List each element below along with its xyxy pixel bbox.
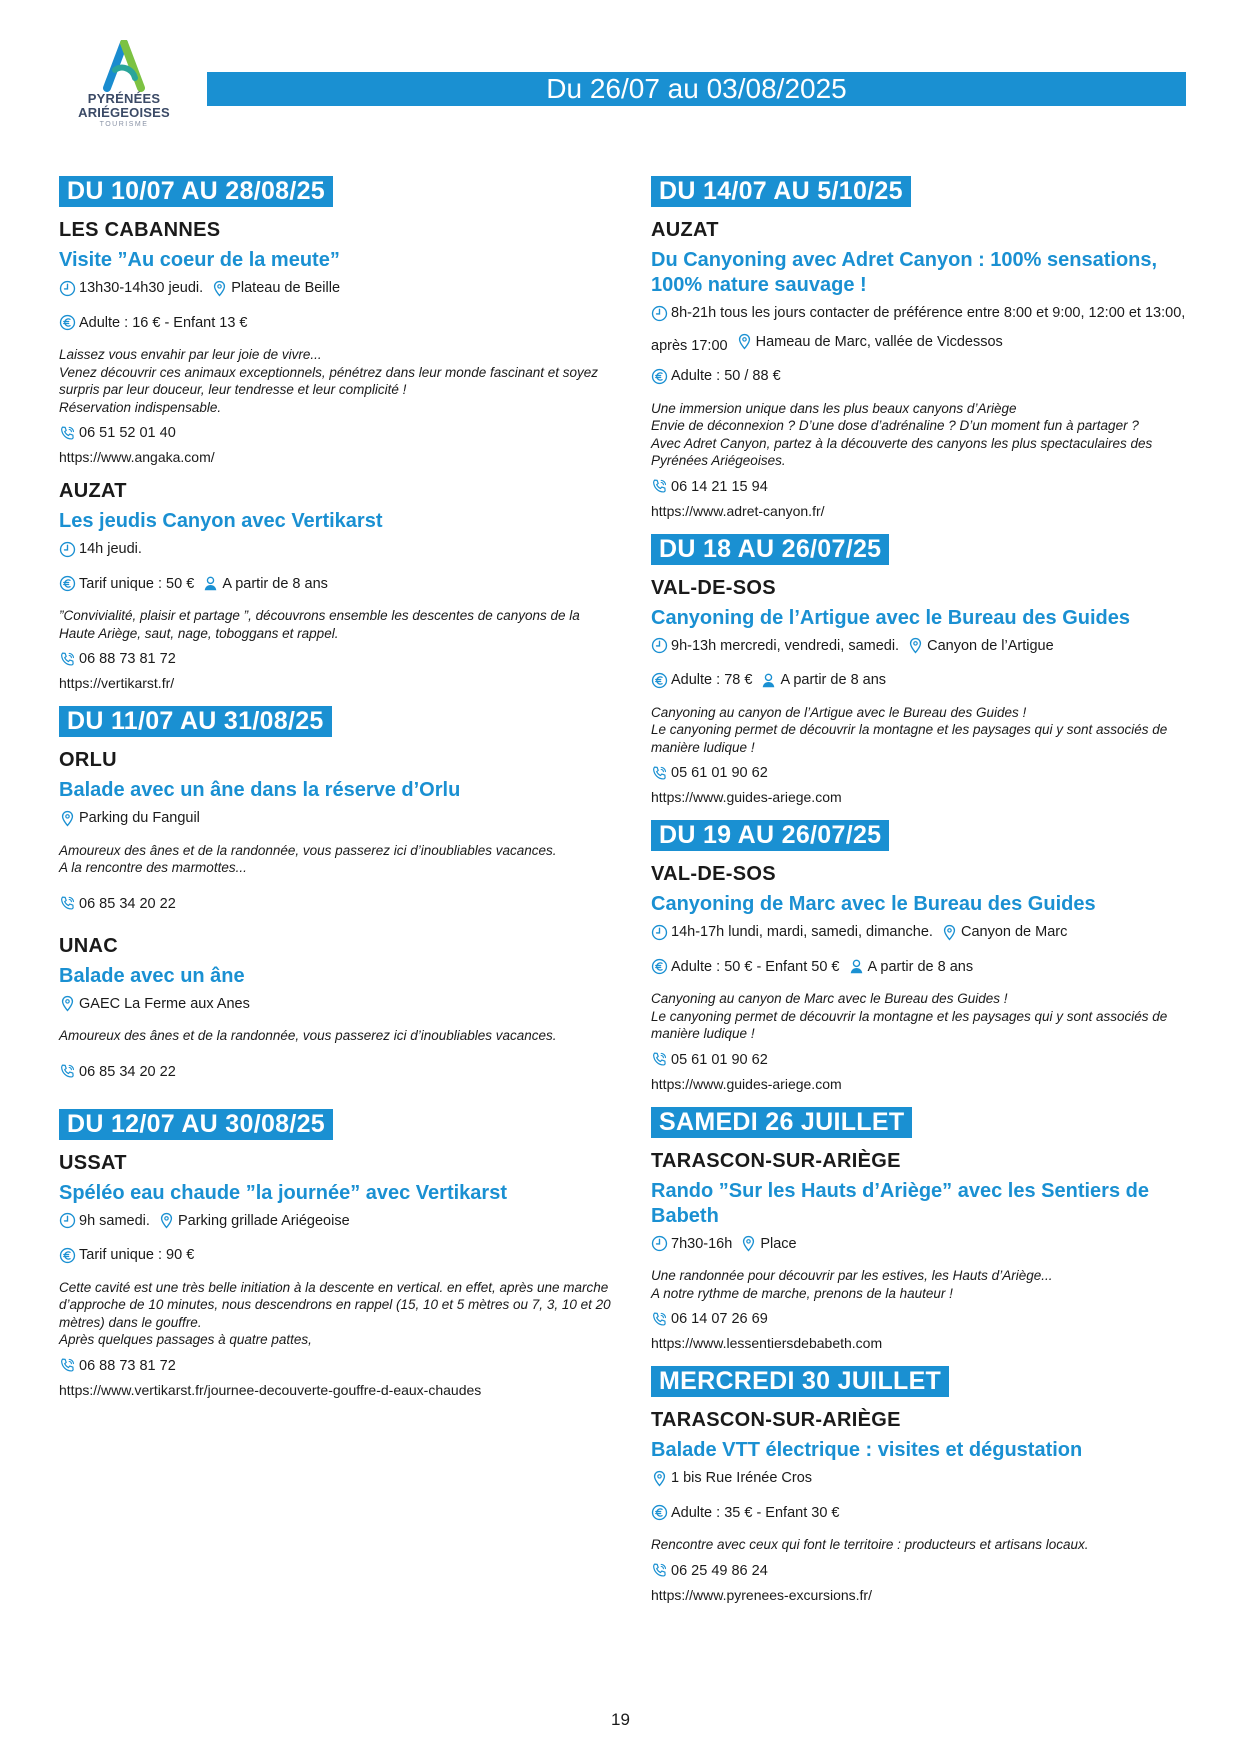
event-card	[59, 749, 619, 915]
euro-icon	[651, 368, 668, 385]
euro-icon	[59, 314, 76, 331]
event-card	[59, 935, 619, 1083]
event-title: Balade avec un âne	[59, 964, 245, 987]
brand-name-line1: PYRÉNÉES	[87, 91, 161, 106]
date-heading: DU 14/07 AU 5/10/25	[651, 176, 911, 207]
event-title: Spéléo eau chaude ”la journée” avec Vertikarst	[59, 1181, 507, 1204]
event-place: Canyon de l’Artigue	[927, 637, 1054, 654]
date-heading: DU 12/07 AU 30/08/25	[59, 1109, 333, 1140]
event-title: Balade avec un âne dans la réserve d’Orlu	[59, 779, 461, 801]
event-description: ”Convivialité, plaisir et partage ”, découvrons ensemble les descentes de canyons de la Haute Ariège, saut, nage, toboggans et rappel.	[59, 608, 580, 641]
event-location: VAL-DE-SOS	[651, 576, 776, 599]
right-column	[651, 176, 1211, 1618]
event-location: AUZAT	[59, 480, 127, 502]
event-url[interactable]: https://vertikarst.fr/	[59, 675, 175, 691]
event-card	[651, 1409, 1211, 1606]
event-description: Canyoning au canyon de l’Artigue avec le Bureau des Guides ! Le canyoning permet de découvrir la montagne et les paysages qui y sont associés de manière ludique !	[651, 704, 1168, 755]
phone-icon	[59, 1357, 76, 1374]
brand-tagline: TOURISME	[99, 121, 149, 128]
date-range-banner	[207, 72, 1186, 106]
clock-icon	[59, 1212, 76, 1229]
event-phone[interactable]: 06 25 49 86 24	[671, 1562, 768, 1579]
event-description: Rencontre avec ceux qui font le territoire : producteurs et artisans locaux.	[651, 1537, 1089, 1552]
event-location: LES CABANNES	[59, 219, 221, 241]
event-phone[interactable]: 05 61 01 90 62	[671, 765, 768, 781]
location-pin-icon	[158, 1212, 175, 1229]
event-card	[651, 219, 1211, 522]
brand-name-line2: ARIÉGEOISES	[78, 105, 170, 120]
event-url[interactable]: https://www.lessentiersdebabeth.com	[651, 1335, 883, 1351]
event-phone[interactable]: 06 51 52 01 40	[79, 425, 176, 441]
phone-icon	[59, 1063, 76, 1080]
clock-icon	[59, 541, 76, 558]
event-price: Adulte : 16 € - Enfant 13 €	[79, 314, 248, 331]
event-age: A partir de 8 ans	[867, 958, 974, 975]
event-description: Une randonnée pour découvrir par les estives, les Hauts d’Ariège... A notre rythme de marche, prenons de la hauteur !	[651, 1268, 1053, 1301]
event-location: USSAT	[59, 1151, 127, 1174]
person-icon	[760, 672, 777, 689]
event-age: A partir de 8 ans	[222, 575, 328, 592]
event-url[interactable]: https://www.pyrenees-excursions.fr/	[651, 1586, 872, 1603]
location-pin-icon	[941, 924, 958, 941]
event-description: Laissez vous envahir par leur joie de vivre... Venez découvrir ces animaux exceptionnels, pénétrez dans leur monde fascinant et soyez surpris par leur douceur, leur tendresse et leur complicité ! Réservation indispensable.	[59, 347, 599, 415]
event-description: Une immersion unique dans les plus beaux canyons d’Ariège Envie de déconnexion ? D’une dose d’adrénaline ? D’un moment fun à partager ? Avec Adret Canyon, partez à la découverte des canyons les plus spectaculaires des Pyrénées Ariégeoises.	[651, 400, 1153, 468]
event-phone[interactable]: 06 14 07 26 69	[671, 1311, 768, 1327]
event-phone[interactable]: 06 88 73 81 72	[79, 1357, 176, 1374]
event-phone[interactable]: 06 85 34 20 22	[79, 1063, 176, 1080]
event-url[interactable]: https://www.angaka.com/	[59, 449, 215, 465]
date-heading: DU 18 AU 26/07/25	[651, 534, 889, 565]
location-pin-icon	[907, 637, 924, 654]
page-number: 19	[611, 1710, 630, 1729]
event-place: Parking grillade Ariégeoise	[177, 1212, 350, 1229]
phone-icon	[651, 765, 668, 782]
event-price: Tarif unique : 50 €	[79, 575, 195, 592]
event-title: Canyoning de l’Artigue avec le Bureau des Guides	[651, 606, 1131, 629]
event-place: Plateau de Beille	[231, 280, 341, 296]
event-title: Rando ”Sur les Hauts d’Ariège” avec les Sentiers de Babeth	[651, 1179, 1149, 1227]
event-location: TARASCON-SUR-ARIÈGE	[651, 1149, 901, 1172]
event-card	[59, 219, 619, 468]
event-time-continued: après 17:00	[651, 338, 728, 354]
event-url[interactable]: https://www.guides-ariege.com	[651, 1075, 842, 1092]
event-description: Amoureux des ânes et de la randonnée, vous passerez ici d’inoubliables vacances.	[59, 1028, 557, 1043]
clock-icon	[59, 280, 76, 297]
clock-icon	[651, 924, 668, 941]
event-location: TARASCON-SUR-ARIÈGE	[651, 1409, 901, 1431]
euro-icon	[651, 958, 668, 975]
event-place: 1 bis Rue Irénée Cros	[671, 1470, 813, 1486]
date-heading: MERCREDI 30 JUILLET	[651, 1366, 949, 1397]
event-url[interactable]: https://www.guides-ariege.com	[651, 789, 842, 805]
clock-icon	[651, 1235, 668, 1252]
clock-icon	[651, 637, 668, 654]
event-price: Adulte : 50 € - Enfant 50 €	[671, 958, 840, 975]
event-time: 14h jeudi.	[79, 541, 142, 557]
event-price: Adulte : 35 € - Enfant 30 €	[671, 1504, 840, 1521]
event-card	[59, 480, 619, 694]
event-title: Balade VTT électrique : visites et dégustation	[651, 1439, 1083, 1461]
event-title: Visite ”Au coeur de la meute”	[59, 249, 340, 271]
event-description: Cette cavité est une très belle initiation à la descente en vertical. en effet, après une marche d’approche de 10 minutes, nous descendrons en rappel (15, 10 et 5 mètres ou 7, 3, 10 et 20 mètres) dans le gouffre. Après quelques passages à quatre pattes,	[59, 1279, 611, 1347]
location-pin-icon	[59, 995, 76, 1012]
event-price: Adulte : 50 / 88 €	[671, 368, 781, 384]
event-price: Tarif unique : 90 €	[79, 1247, 195, 1263]
event-time: 9h samedi.	[79, 1212, 150, 1229]
event-time: 8h-21h tous les jours contacter de préférence entre 8:00 et 9:00, 12:00 et 13:00,	[671, 305, 1186, 321]
phone-icon	[59, 425, 76, 442]
event-time: 14h-17h lundi, mardi, samedi, dimanche.	[671, 924, 933, 940]
phone-icon	[651, 1311, 668, 1328]
clock-icon	[651, 305, 668, 322]
phone-icon	[651, 1562, 668, 1579]
event-place: Parking du Fanguil	[79, 810, 200, 826]
location-pin-icon	[211, 280, 228, 297]
event-card	[651, 863, 1211, 1095]
brand-logo	[74, 40, 174, 140]
event-time: 9h-13h mercredi, vendredi, samedi.	[671, 637, 900, 654]
event-url[interactable]: https://www.adret-canyon.fr/	[651, 502, 825, 519]
date-heading: SAMEDI 26 JUILLET	[651, 1107, 912, 1138]
phone-icon	[651, 1051, 668, 1068]
euro-icon	[651, 1504, 668, 1521]
event-phone[interactable]: 05 61 01 90 62	[671, 1051, 768, 1068]
date-heading: DU 19 AU 26/07/25	[651, 820, 889, 851]
date-heading: DU 11/07 AU 31/08/25	[59, 706, 332, 737]
event-location: AUZAT	[651, 219, 719, 241]
event-card	[651, 1150, 1211, 1355]
date-range-text: Du 26/07 au 03/08/2025	[546, 73, 847, 104]
location-pin-icon	[59, 810, 76, 827]
event-description: Canyoning au canyon de Marc avec le Bureau des Guides ! Le canyoning permet de découvrir la montagne et les paysages qui y sont associés de manière ludique !	[651, 991, 1168, 1041]
location-pin-icon	[736, 333, 753, 350]
event-phone[interactable]: 06 85 34 20 22	[79, 895, 176, 912]
event-description: Amoureux des ânes et de la randonnée, vous passerez ici d’inoubliables vacances. A la rencontre des marmottes...	[59, 842, 557, 875]
event-title: Canyoning de Marc avec le Bureau des Guides	[651, 893, 1096, 915]
event-place: Place	[760, 1235, 797, 1252]
event-age: A partir de 8 ans	[780, 672, 887, 688]
event-time: 13h30-14h30 jeudi.	[79, 280, 204, 296]
event-card	[59, 1152, 619, 1401]
logo-mark-icon	[99, 40, 149, 92]
event-place: Hameau de Marc, vallée de Vicdessos	[755, 333, 1003, 350]
event-url[interactable]: https://www.vertikarst.fr/journee-decouverte-gouffre-d-eaux-chaudes	[59, 1381, 482, 1398]
location-pin-icon	[651, 1470, 668, 1487]
event-card	[651, 577, 1211, 809]
event-title: Du Canyoning avec Adret Canyon : 100% sensations, 100% nature sauvage !	[651, 249, 1158, 296]
date-heading: DU 10/07 AU 28/08/25	[59, 176, 333, 207]
person-icon	[202, 575, 219, 592]
event-time: 7h30-16h	[671, 1235, 733, 1252]
person-icon	[848, 958, 865, 975]
event-place: GAEC La Ferme aux Anes	[79, 995, 250, 1012]
event-location: ORLU	[59, 749, 117, 771]
euro-icon	[651, 672, 668, 689]
event-place: Canyon de Marc	[960, 924, 1068, 940]
euro-icon	[59, 575, 76, 592]
phone-icon	[59, 895, 76, 912]
event-location: VAL-DE-SOS	[651, 863, 776, 885]
event-phone[interactable]: 06 88 73 81 72	[79, 651, 176, 667]
location-pin-icon	[740, 1235, 757, 1252]
phone-icon	[59, 651, 76, 668]
left-column	[59, 176, 619, 1413]
euro-icon	[59, 1247, 76, 1264]
phone-icon	[651, 478, 668, 495]
event-phone[interactable]: 06 14 21 15 94	[671, 478, 768, 495]
event-price: Adulte : 78 €	[671, 672, 753, 688]
event-location: UNAC	[59, 934, 118, 957]
event-title: Les jeudis Canyon avec Vertikarst	[59, 510, 383, 532]
